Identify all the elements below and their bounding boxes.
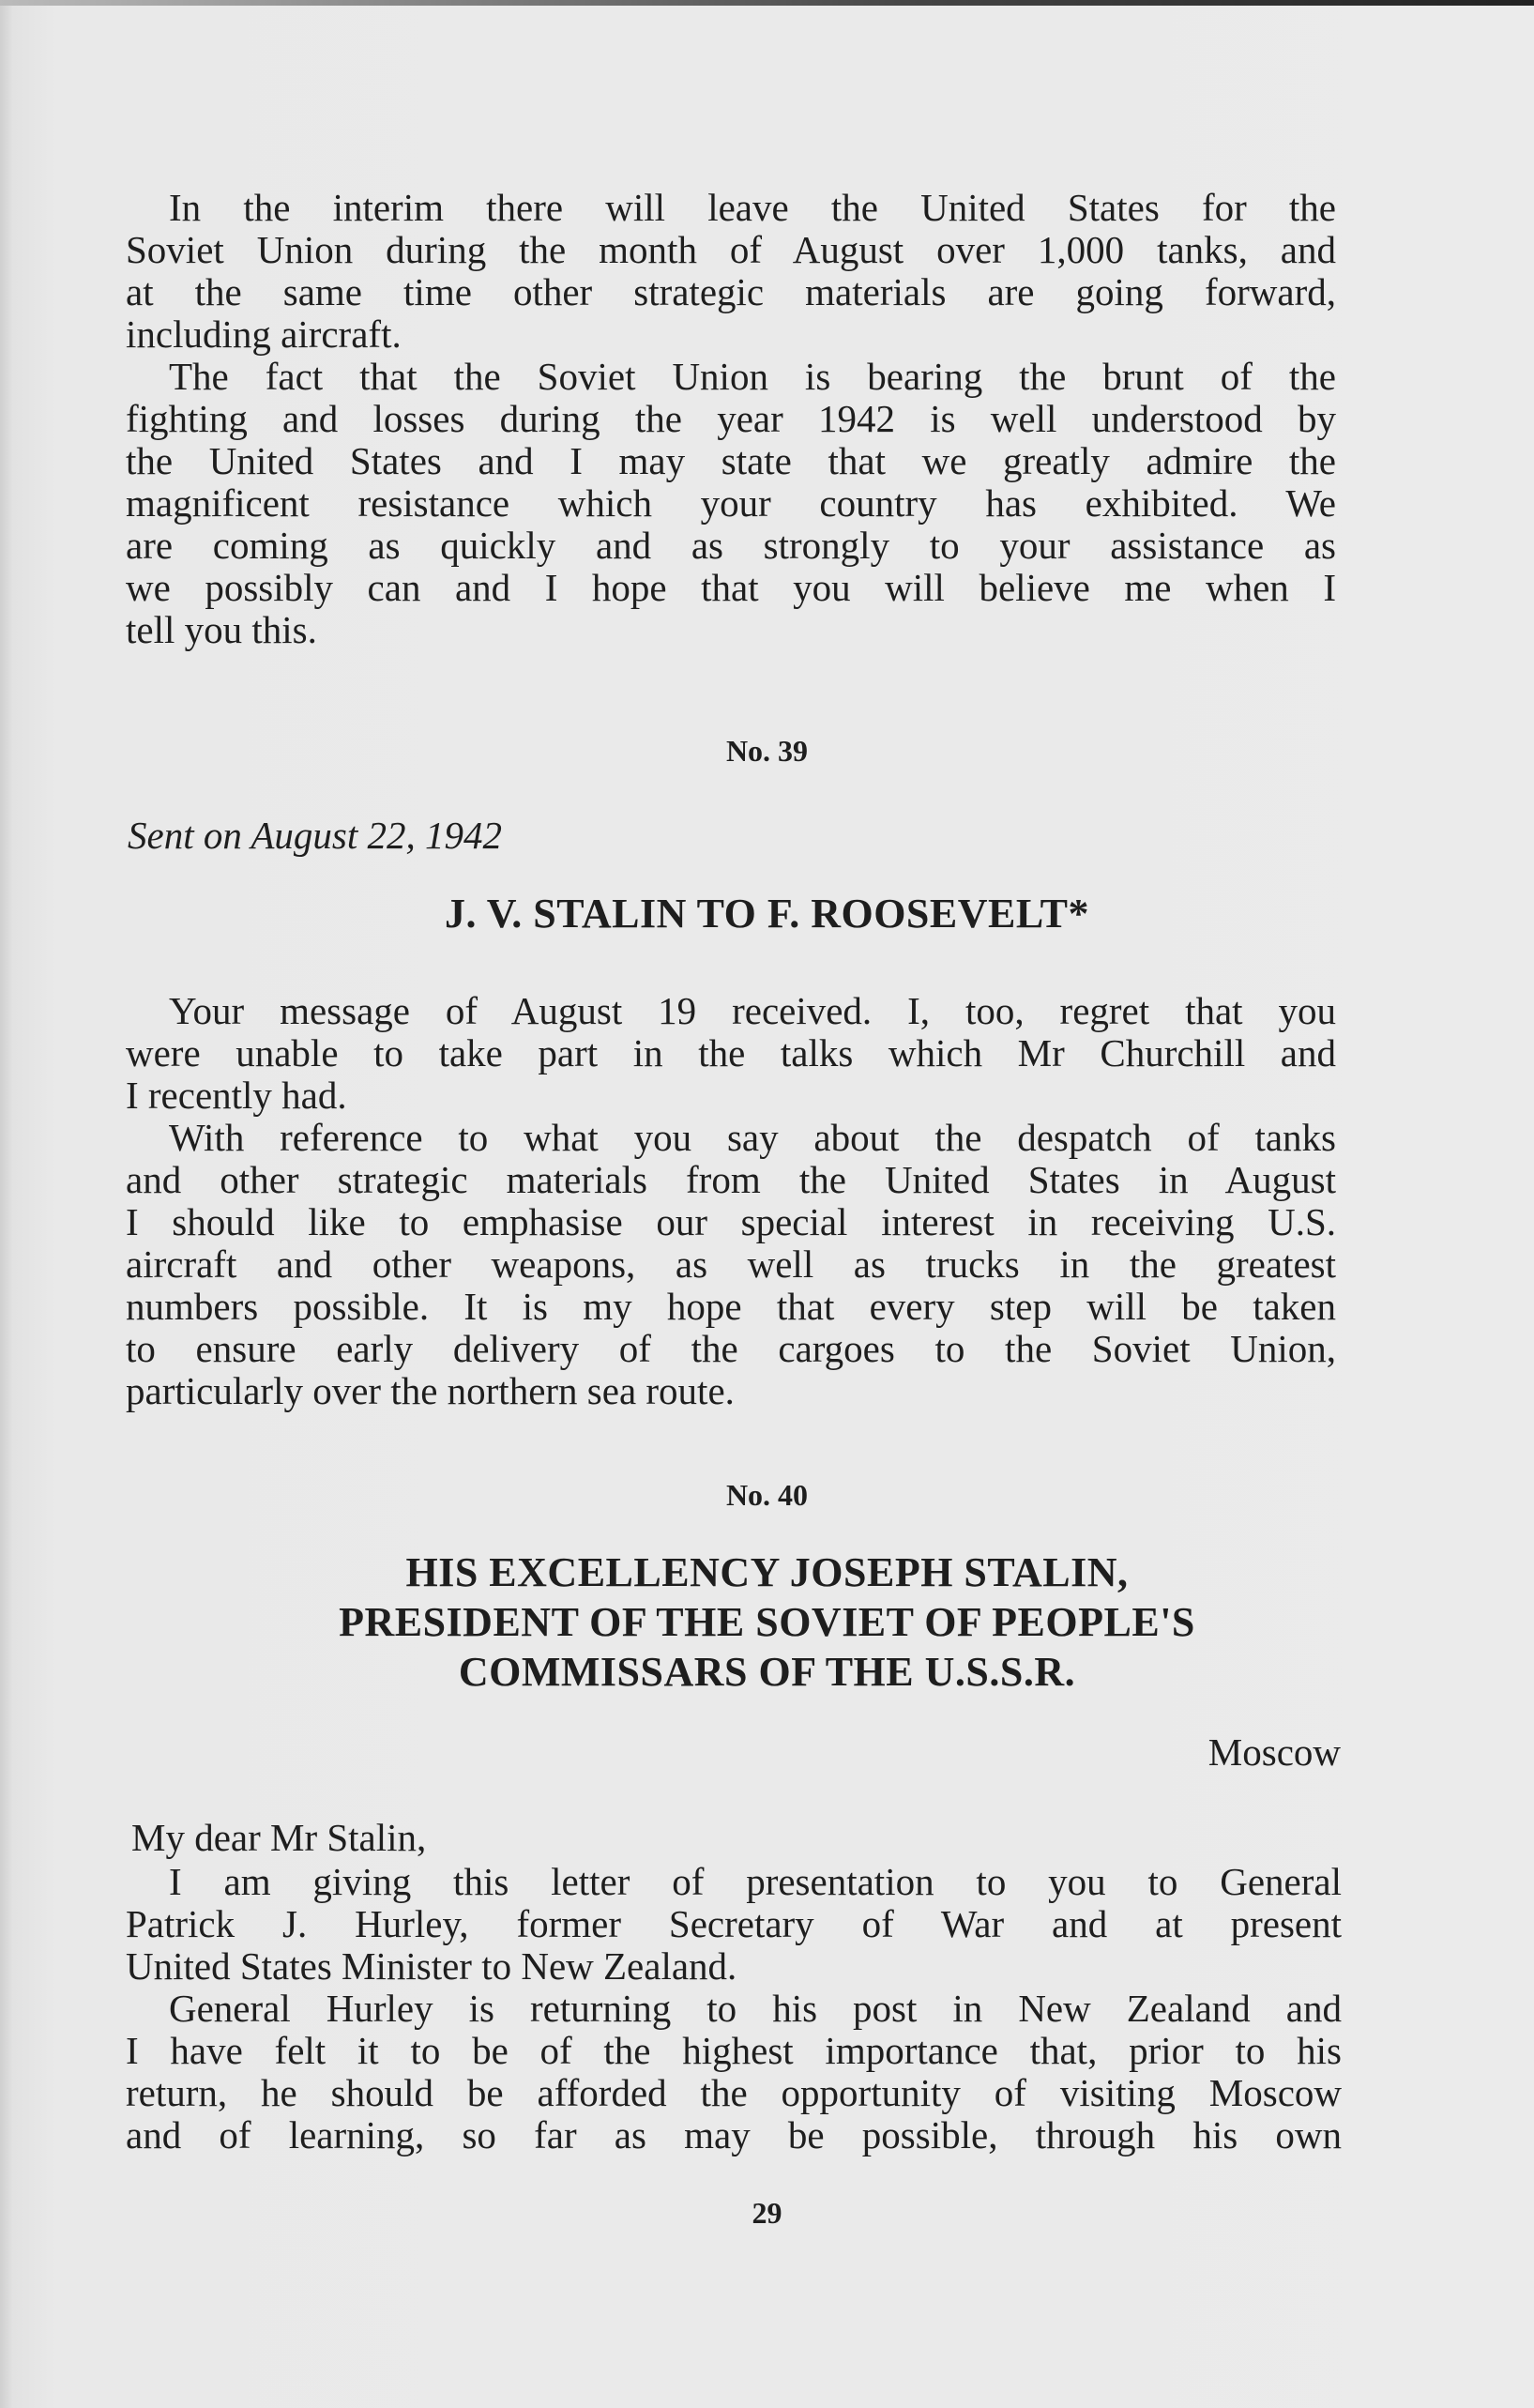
text-line: General Hurley is returning to his post in New Zealand and bbox=[169, 1987, 1342, 2030]
text-line: fighting and losses during the year 1942 is well understood by bbox=[126, 397, 1336, 440]
text-line: return, he should be afforded the opportunity of visiting Moscow bbox=[126, 2071, 1342, 2114]
document-number-39: No. 39 bbox=[725, 734, 809, 768]
text-line: the United States and I may state that we greatly admire the bbox=[126, 439, 1336, 482]
document-title-40-line-3: COMMISSARS OF THE U.S.S.R. bbox=[458, 1649, 1076, 1695]
text-line: With reference to what you say about the despatch of tanks bbox=[169, 1116, 1336, 1159]
scan-edge bbox=[0, 0, 1534, 6]
text-line: numbers possible. It is my hope that every step will be taken bbox=[126, 1285, 1336, 1328]
text-line: I recently had. bbox=[126, 1074, 347, 1117]
document-title-39: J. V. STALIN TO F. ROOSEVELT* bbox=[444, 891, 1090, 937]
salutation: My dear Mr Stalin, bbox=[131, 1816, 427, 1859]
text-line: particularly over the northern sea route. bbox=[126, 1369, 735, 1412]
text-line: magnificent resistance which your country has exhibited. We bbox=[126, 481, 1336, 525]
document-title-40-line-2: PRESIDENT OF THE SOVIET OF PEOPLE'S bbox=[339, 1599, 1195, 1645]
text-line: and other strategic materials from the United States in August bbox=[126, 1158, 1336, 1201]
continued-paragraphs bbox=[126, 187, 1336, 651]
document-title-40-line-1: HIS EXCELLENCY JOSEPH STALIN, bbox=[405, 1549, 1129, 1595]
text-line: United States Minister to New Zealand. bbox=[126, 1944, 737, 1988]
text-line: Your message of August 19 received. I, too, regret that you bbox=[169, 989, 1336, 1032]
document-40-body bbox=[126, 1861, 1342, 2157]
text-line: In the interim there will leave the United States for the bbox=[169, 186, 1336, 229]
page-number: 29 bbox=[752, 2196, 782, 2230]
text-line: aircraft and other weapons, as well as trucks in the greatest bbox=[126, 1242, 1336, 1286]
text-line: including aircraft. bbox=[126, 312, 402, 356]
text-line: I am giving this letter of presentation to you to General bbox=[169, 1860, 1342, 1903]
text-line: and of learning, so far as may be possible, through his own bbox=[126, 2113, 1342, 2157]
text-line: I should like to emphasise our special interest in receiving U.S. bbox=[126, 1200, 1336, 1243]
text-line: Soviet Union during the month of August over 1,000 tanks, and bbox=[126, 228, 1336, 271]
text-line: are coming as quickly and as strongly to your assistance as bbox=[126, 524, 1336, 567]
place-line: Moscow bbox=[1207, 1730, 1341, 1774]
document-39-body bbox=[126, 990, 1336, 1412]
text-line: Patrick J. Hurley, former Secretary of War and at present bbox=[126, 1902, 1342, 1945]
text-line: at the same time other strategic materials are going forward, bbox=[126, 270, 1336, 313]
text-line: were unable to take part in the talks which Mr Churchill and bbox=[126, 1031, 1336, 1074]
text-line: I have felt it to be of the highest importance that, prior to his bbox=[126, 2029, 1342, 2072]
text-line: tell you this. bbox=[126, 608, 317, 651]
sent-date: Sent on August 22, 1942 bbox=[128, 814, 502, 857]
text-line: to ensure early delivery of the cargoes to the Soviet Union, bbox=[126, 1327, 1336, 1370]
text-line: we possibly can and I hope that you will believe me when I bbox=[126, 566, 1336, 609]
document-number-40: No. 40 bbox=[725, 1478, 809, 1512]
text-line: The fact that the Soviet Union is bearing the brunt of the bbox=[169, 355, 1336, 398]
